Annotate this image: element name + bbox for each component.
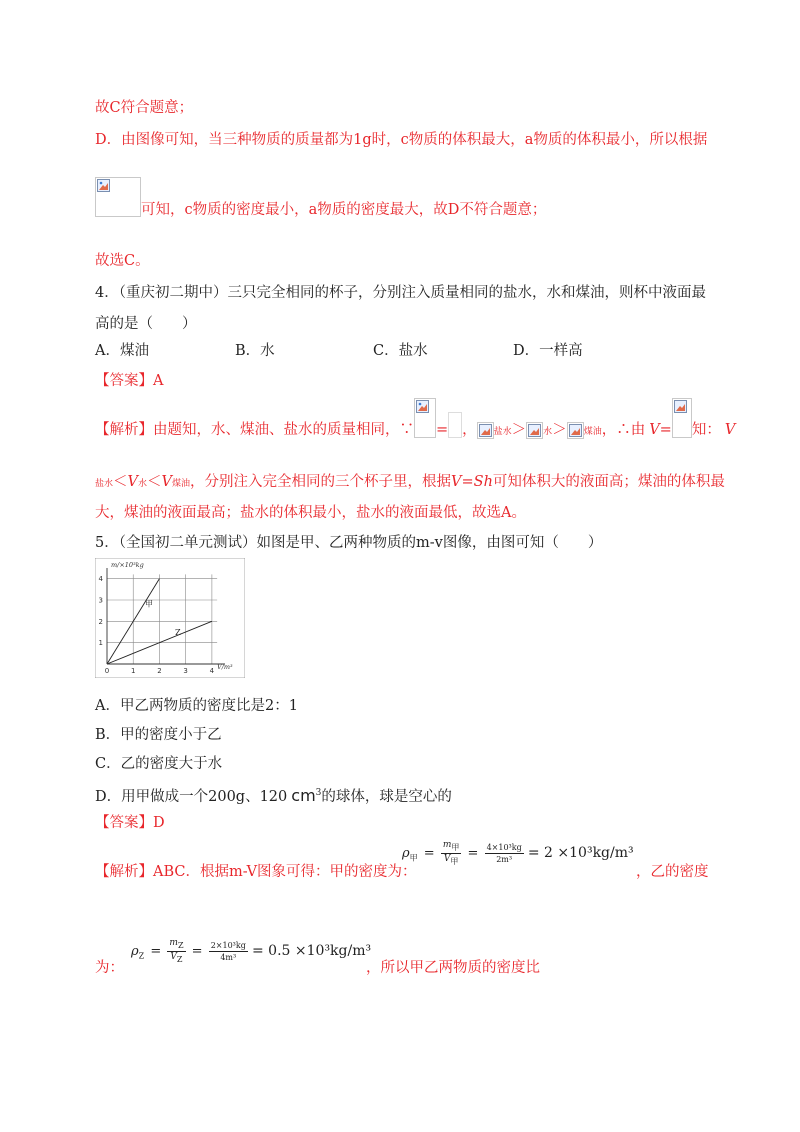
analysis-label: 【解析】 <box>95 864 153 880</box>
analysis-line <box>95 862 417 882</box>
question-4-options <box>95 341 715 361</box>
analysis-label: 【解析】 <box>95 422 153 438</box>
text-fragment: ，所以甲乙两物质的密度比 <box>366 960 540 976</box>
x-axis-label: V/m³ <box>217 663 233 671</box>
broken-image-icon <box>448 412 462 438</box>
broken-image-icon <box>477 422 494 439</box>
option-c: C．盐水 <box>373 343 428 359</box>
text-fragment: 可知，c物质的密度最小，a物质的密度最大，故D不符合题意； <box>141 202 547 218</box>
analysis-line: 盐水＜V水＜V煤油，分别注入完全相同的三个杯子里，根据V=Sh可知体积大的液面高；煤油的体积最 <box>95 474 725 490</box>
text-line: 故C符合题意； <box>95 100 194 116</box>
text-line <box>95 200 546 220</box>
y-tick-label: 3 <box>98 596 103 605</box>
series-label: Z <box>175 628 181 638</box>
analysis-line: 大，煤油的液面最高；盐水的体积最小，盐水的液面最低，故选A。 <box>95 505 526 521</box>
x-tick-label: 3 <box>183 667 188 675</box>
analysis-line: 为： <box>95 960 124 976</box>
option-a: A．煤油 <box>95 343 149 359</box>
option-d: D．用甲做成一个200g、120 $cm^3$的球体，球是空心的 <box>95 785 452 805</box>
text-fragment: ，乙的密度 <box>636 864 709 880</box>
series-label: 甲 <box>145 599 154 609</box>
option-c: C．乙的密度大于水 <box>95 756 223 772</box>
answer-label: 【答案】A <box>95 373 164 389</box>
formula-density-yi: $\rho_Z$ = $\frac{mZ}{VZ}$ = $\frac{\text{2×10³kg}}{\text{4m³}}$ = 0.5 ×10³kg/m³ <box>131 938 372 964</box>
text-fragment: 由题知，水、煤油、盐水的质量相同，∵ <box>153 422 414 438</box>
option-b: B．水 <box>235 343 275 359</box>
broken-image-icon <box>567 422 584 439</box>
x-tick-label: 2 <box>157 667 162 675</box>
option-a: A．甲乙两物质的密度比是2：1 <box>95 698 298 714</box>
formula-density-jia: $\rho_甲$ = $\frac{\text{m甲}}{\text{V甲}}$ = $\frac{\text{4×10³kg}}{\text{2m³}}$ = 2 ×10³kg/m³ <box>402 840 634 866</box>
y-axis-label: m/×10³kg <box>111 561 144 569</box>
question-4-stem: 4．（重庆初二期中）三只完全相同的杯子，分别注入质量相同的盐水，水和煤油，则杯中液面最 <box>95 285 706 301</box>
option-b: B．甲的密度小于乙 <box>95 727 222 743</box>
option-d: D．一样高 <box>513 343 583 359</box>
answer-label: 【答案】D <box>95 815 165 831</box>
y-tick-label: 1 <box>98 639 103 648</box>
y-tick-label: 2 <box>98 617 103 626</box>
question-4-stem: 高的是（ ） <box>95 316 197 332</box>
broken-image-icon <box>672 398 692 438</box>
mv-chart <box>95 558 245 678</box>
text-fragment: ABC．根据m-V图象可得：甲的密度为： <box>153 864 417 880</box>
broken-image-icon <box>414 398 436 438</box>
text-line: D．由图像可知，当三种物质的质量都为1g时，c物质的体积最大，a物质的体积最小，所以根据 <box>95 132 708 148</box>
x-tick-label: 0 <box>104 667 110 675</box>
x-tick-label: 4 <box>209 667 215 675</box>
analysis-line: 【解析】由题知，水、煤油、盐水的质量相同，∵ = ， 盐水＞ 水＞ 煤油，∴由 V= 知： V <box>95 420 735 442</box>
x-tick-label: 1 <box>130 667 136 675</box>
broken-image-icon <box>526 422 543 439</box>
broken-image-icon <box>95 177 141 217</box>
question-5-stem: 5．（全国初二单元测试）如图是甲、乙两种物质的m-v图像，由图可知（ ） <box>95 535 603 551</box>
text-line: 故选C。 <box>95 253 150 269</box>
y-tick-label: 4 <box>98 575 103 584</box>
